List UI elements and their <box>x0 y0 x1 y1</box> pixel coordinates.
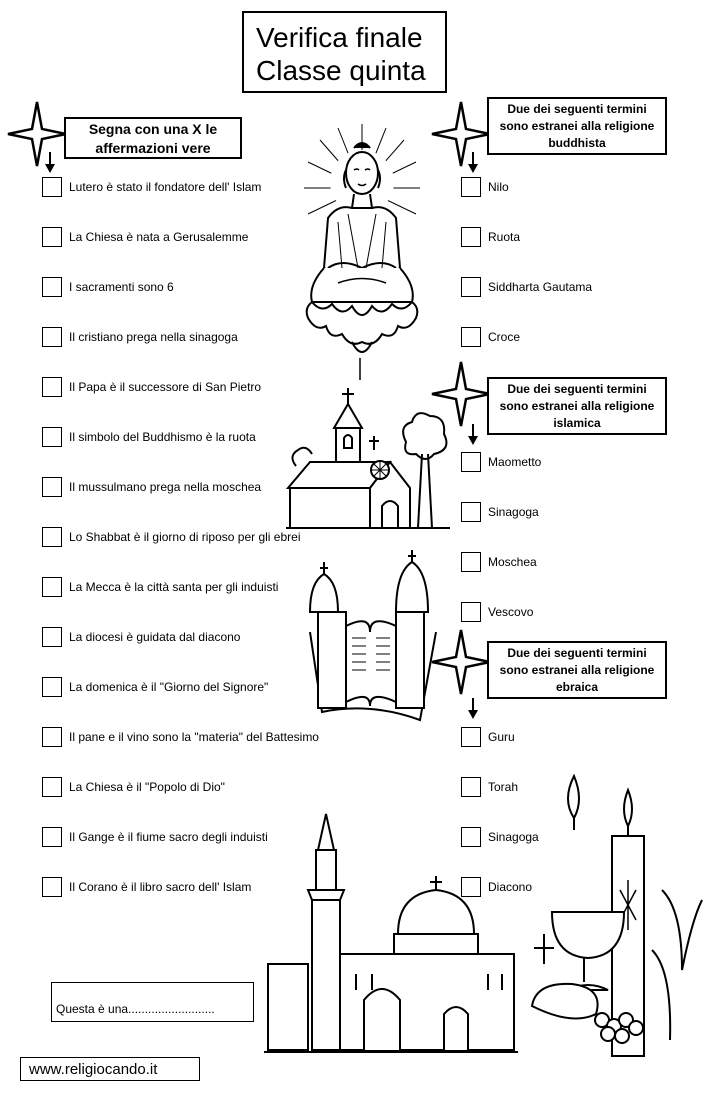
islam-instruction: Due dei seguenti termini sono estranei alla religione islamica <box>487 377 667 435</box>
arrow-down-icon <box>467 424 479 446</box>
answer-checkbox[interactable] <box>42 177 62 197</box>
statement-label: I sacramenti sono 6 <box>69 280 174 294</box>
statement-label: Il pane e il vino sono la "materia" del Battesimo <box>69 730 319 744</box>
term-label: Guru <box>488 730 515 744</box>
term-checkbox[interactable] <box>461 277 481 297</box>
term-label: Nilo <box>488 180 509 194</box>
term-item <box>461 327 611 351</box>
left-instruction: Segna con una X le affermazioni vere <box>64 117 242 159</box>
term-checkbox[interactable] <box>461 777 481 797</box>
term-item <box>461 552 611 576</box>
answer-checkbox[interactable] <box>42 627 62 647</box>
statement-label: La domenica è il "Giorno del Signore" <box>69 680 269 694</box>
term-checkbox[interactable] <box>461 602 481 622</box>
answer-checkbox[interactable] <box>42 527 62 547</box>
statement-label: Il cristiano prega nella sinagoga <box>69 330 238 344</box>
term-label: Sinagoga <box>488 505 539 519</box>
term-label: Maometto <box>488 455 542 469</box>
website-label: www.religiocando.it <box>20 1057 200 1081</box>
term-checkbox[interactable] <box>461 727 481 747</box>
answer-checkbox[interactable] <box>42 677 62 697</box>
statement-label: Il Gange è il fiume sacro degli induisti <box>69 830 268 844</box>
arrow-down-icon <box>467 698 479 720</box>
answer-checkbox[interactable] <box>42 377 62 397</box>
term-label: Croce <box>488 330 521 344</box>
answer-checkbox[interactable] <box>42 727 62 747</box>
answer-checkbox[interactable] <box>42 777 62 797</box>
star-icon <box>6 100 68 168</box>
torah-illustration <box>300 542 440 730</box>
term-item <box>461 277 611 301</box>
term-item <box>461 727 611 751</box>
answer-checkbox[interactable] <box>42 427 62 447</box>
term-checkbox[interactable] <box>461 502 481 522</box>
statement-item <box>42 727 372 751</box>
term-checkbox[interactable] <box>461 177 481 197</box>
term-checkbox[interactable] <box>461 227 481 247</box>
title-line-2: Classe quinta <box>256 55 426 86</box>
statement-label: La Chiesa è nata a Gerusalemme <box>69 230 249 244</box>
statement-label: La diocesi è guidata dal diacono <box>69 630 241 644</box>
judaism-instruction: Due dei seguenti termini sono estranei alla religione ebraica <box>487 641 667 699</box>
term-label: Vescovo <box>488 605 534 619</box>
term-label: Sinagoga <box>488 830 539 844</box>
statement-item <box>42 777 372 801</box>
term-item <box>461 452 611 476</box>
answer-field[interactable]: Questa è una.......................... <box>51 982 254 1022</box>
statement-label: Il simbolo del Buddhismo è la ruota <box>69 430 256 444</box>
answer-checkbox[interactable] <box>42 227 62 247</box>
title-line-1: Verifica finale <box>256 22 423 53</box>
term-item <box>461 602 611 626</box>
term-label: Siddharta Gautama <box>488 280 593 294</box>
page-title <box>242 11 447 93</box>
term-checkbox[interactable] <box>461 452 481 472</box>
star-icon <box>430 100 492 168</box>
term-label: Torah <box>488 780 519 794</box>
eucharist-illustration <box>532 770 704 1060</box>
answer-checkbox[interactable] <box>42 577 62 597</box>
statement-label: Il Papa è il successore di San Pietro <box>69 380 262 394</box>
term-label: Diacono <box>488 880 533 894</box>
church-illustration <box>286 388 450 530</box>
arrow-down-icon <box>467 152 479 174</box>
answer-checkbox[interactable] <box>42 277 62 297</box>
statement-label: La Mecca è la città santa per gli induisti <box>69 580 279 594</box>
buddha-illustration <box>298 118 426 384</box>
term-checkbox[interactable] <box>461 552 481 572</box>
term-item <box>461 227 611 251</box>
term-label: Moschea <box>488 555 537 569</box>
term-checkbox[interactable] <box>461 327 481 347</box>
answer-checkbox[interactable] <box>42 327 62 347</box>
answer-checkbox[interactable] <box>42 827 62 847</box>
statement-label: Lo Shabbat è il giorno di riposo per gli ebrei <box>69 530 301 544</box>
arrow-down-icon <box>44 152 56 174</box>
answer-checkbox[interactable] <box>42 877 62 897</box>
mosque-illustration <box>264 814 518 1054</box>
term-item <box>461 502 611 526</box>
statement-label: Il mussulmano prega nella moschea <box>69 480 262 494</box>
buddhism-instruction: Due dei seguenti termini sono estranei alla religione buddhista <box>487 97 667 155</box>
statement-label: La Chiesa è il "Popolo di Dio" <box>69 780 225 794</box>
statement-label: Il Corano è il libro sacro dell' Islam <box>69 880 252 894</box>
term-label: Ruota <box>488 230 521 244</box>
statement-label: Lutero è stato il fondatore dell' Islam <box>69 180 262 194</box>
term-item <box>461 177 611 201</box>
answer-checkbox[interactable] <box>42 477 62 497</box>
